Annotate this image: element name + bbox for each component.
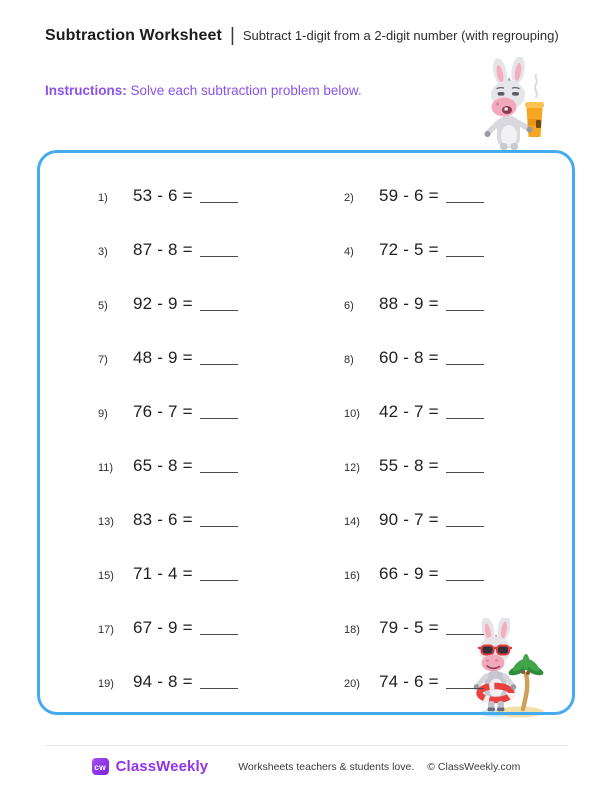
problems-grid bbox=[40, 153, 572, 709]
answer-blank bbox=[446, 309, 484, 311]
problem-expression: 67 - 9 = bbox=[133, 618, 193, 637]
answer-blank bbox=[446, 687, 484, 689]
answer-blank bbox=[200, 309, 238, 311]
steam-icon bbox=[535, 75, 537, 97]
problem-expression: 66 - 9 = bbox=[379, 564, 439, 583]
worksheet-header bbox=[45, 24, 572, 46]
problem-item bbox=[98, 169, 344, 223]
problem-item bbox=[344, 277, 572, 331]
problem-expression: 83 - 6 = bbox=[133, 510, 193, 529]
footer-divider bbox=[45, 745, 567, 746]
answer-blank bbox=[200, 201, 238, 203]
problem-number: 3) bbox=[98, 246, 108, 258]
answer-blank bbox=[446, 417, 484, 419]
answer-blank bbox=[446, 525, 484, 527]
problem-expression: 55 - 8 = bbox=[379, 456, 439, 475]
problem-number: 16) bbox=[344, 570, 360, 582]
page-title: Subtraction Worksheet bbox=[45, 27, 222, 44]
answer-blank bbox=[200, 579, 238, 581]
problem-number: 11) bbox=[98, 462, 114, 474]
answer-blank bbox=[200, 471, 238, 473]
answer-blank bbox=[200, 363, 238, 365]
problems-box bbox=[37, 150, 575, 715]
answer-blank bbox=[200, 255, 238, 257]
problem-number: 1) bbox=[98, 192, 108, 204]
problem-item bbox=[344, 601, 572, 655]
problem-number: 9) bbox=[98, 408, 108, 420]
problem-expression: 65 - 8 = bbox=[133, 456, 193, 475]
brand-name: ClassWeekly bbox=[115, 758, 209, 775]
footer-tagline: Worksheets teachers & students love. bbox=[238, 760, 415, 773]
problem-item bbox=[344, 493, 572, 547]
problem-expression: 53 - 6 = bbox=[133, 186, 193, 205]
problem-expression: 90 - 7 = bbox=[379, 510, 439, 529]
problem-item bbox=[98, 331, 344, 385]
donkey-hoof bbox=[527, 127, 533, 133]
problem-item bbox=[98, 655, 344, 709]
problem-item bbox=[98, 277, 344, 331]
problem-number: 20) bbox=[344, 678, 360, 690]
problem-number: 2) bbox=[344, 192, 354, 204]
answer-blank bbox=[446, 579, 484, 581]
problem-number: 12) bbox=[344, 462, 360, 474]
problem-expression: 79 - 5 = bbox=[379, 618, 439, 637]
instructions-text: Solve each subtraction problem below. bbox=[126, 83, 362, 98]
problem-number: 14) bbox=[344, 516, 360, 528]
problem-number: 19) bbox=[98, 678, 114, 690]
footer-copyright: © ClassWeekly.com bbox=[427, 760, 521, 773]
title-separator: | bbox=[229, 25, 235, 46]
problem-item bbox=[344, 385, 572, 439]
problem-expression: 59 - 6 = bbox=[379, 186, 439, 205]
problem-item bbox=[344, 547, 572, 601]
problem-number: 5) bbox=[98, 300, 108, 312]
problem-number: 17) bbox=[98, 624, 114, 636]
problem-number: 6) bbox=[344, 300, 354, 312]
problem-expression: 92 - 9 = bbox=[133, 294, 193, 313]
problem-expression: 88 - 9 = bbox=[379, 294, 439, 313]
problem-item bbox=[344, 331, 572, 385]
problem-expression: 42 - 7 = bbox=[379, 402, 439, 421]
problem-item bbox=[98, 547, 344, 601]
donkey-coffee-illustration bbox=[474, 57, 560, 150]
answer-blank bbox=[446, 633, 484, 635]
problem-expression: 94 - 8 = bbox=[133, 672, 193, 691]
problem-item bbox=[344, 655, 572, 709]
footer bbox=[0, 758, 612, 775]
problem-expression: 71 - 4 = bbox=[133, 564, 193, 583]
problem-item bbox=[344, 439, 572, 493]
problem-item bbox=[98, 439, 344, 493]
problem-item bbox=[344, 169, 572, 223]
instructions-line bbox=[45, 83, 362, 98]
classweekly-logo-icon: cw bbox=[92, 758, 109, 775]
problem-expression: 60 - 8 = bbox=[379, 348, 439, 367]
problem-number: 4) bbox=[344, 246, 354, 258]
problem-item bbox=[344, 223, 572, 277]
problem-number: 18) bbox=[344, 624, 360, 636]
answer-blank bbox=[446, 255, 484, 257]
answer-blank bbox=[200, 687, 238, 689]
answer-blank bbox=[446, 363, 484, 365]
answer-blank bbox=[200, 633, 238, 635]
problem-expression: 87 - 8 = bbox=[133, 240, 193, 259]
problem-item bbox=[98, 385, 344, 439]
answer-blank bbox=[200, 417, 238, 419]
problem-number: 13) bbox=[98, 516, 114, 528]
donkey-muzzle bbox=[492, 98, 517, 117]
problem-expression: 72 - 5 = bbox=[379, 240, 439, 259]
page-subtitle: Subtract 1-digit from a 2-digit number (with regrouping) bbox=[242, 28, 559, 43]
problem-item bbox=[98, 601, 344, 655]
problem-number: 10) bbox=[344, 408, 360, 420]
problem-item bbox=[98, 223, 344, 277]
answer-blank bbox=[200, 525, 238, 527]
problem-expression: 48 - 9 = bbox=[133, 348, 193, 367]
answer-blank bbox=[446, 201, 484, 203]
problem-number: 7) bbox=[98, 354, 108, 366]
problem-expression: 76 - 7 = bbox=[133, 402, 193, 421]
problem-number: 15) bbox=[98, 570, 114, 582]
answer-blank bbox=[446, 471, 484, 473]
problem-expression: 74 - 6 = bbox=[379, 672, 439, 691]
problem-item bbox=[98, 493, 344, 547]
problem-number: 8) bbox=[344, 354, 354, 366]
instructions-label: Instructions: bbox=[45, 83, 127, 98]
